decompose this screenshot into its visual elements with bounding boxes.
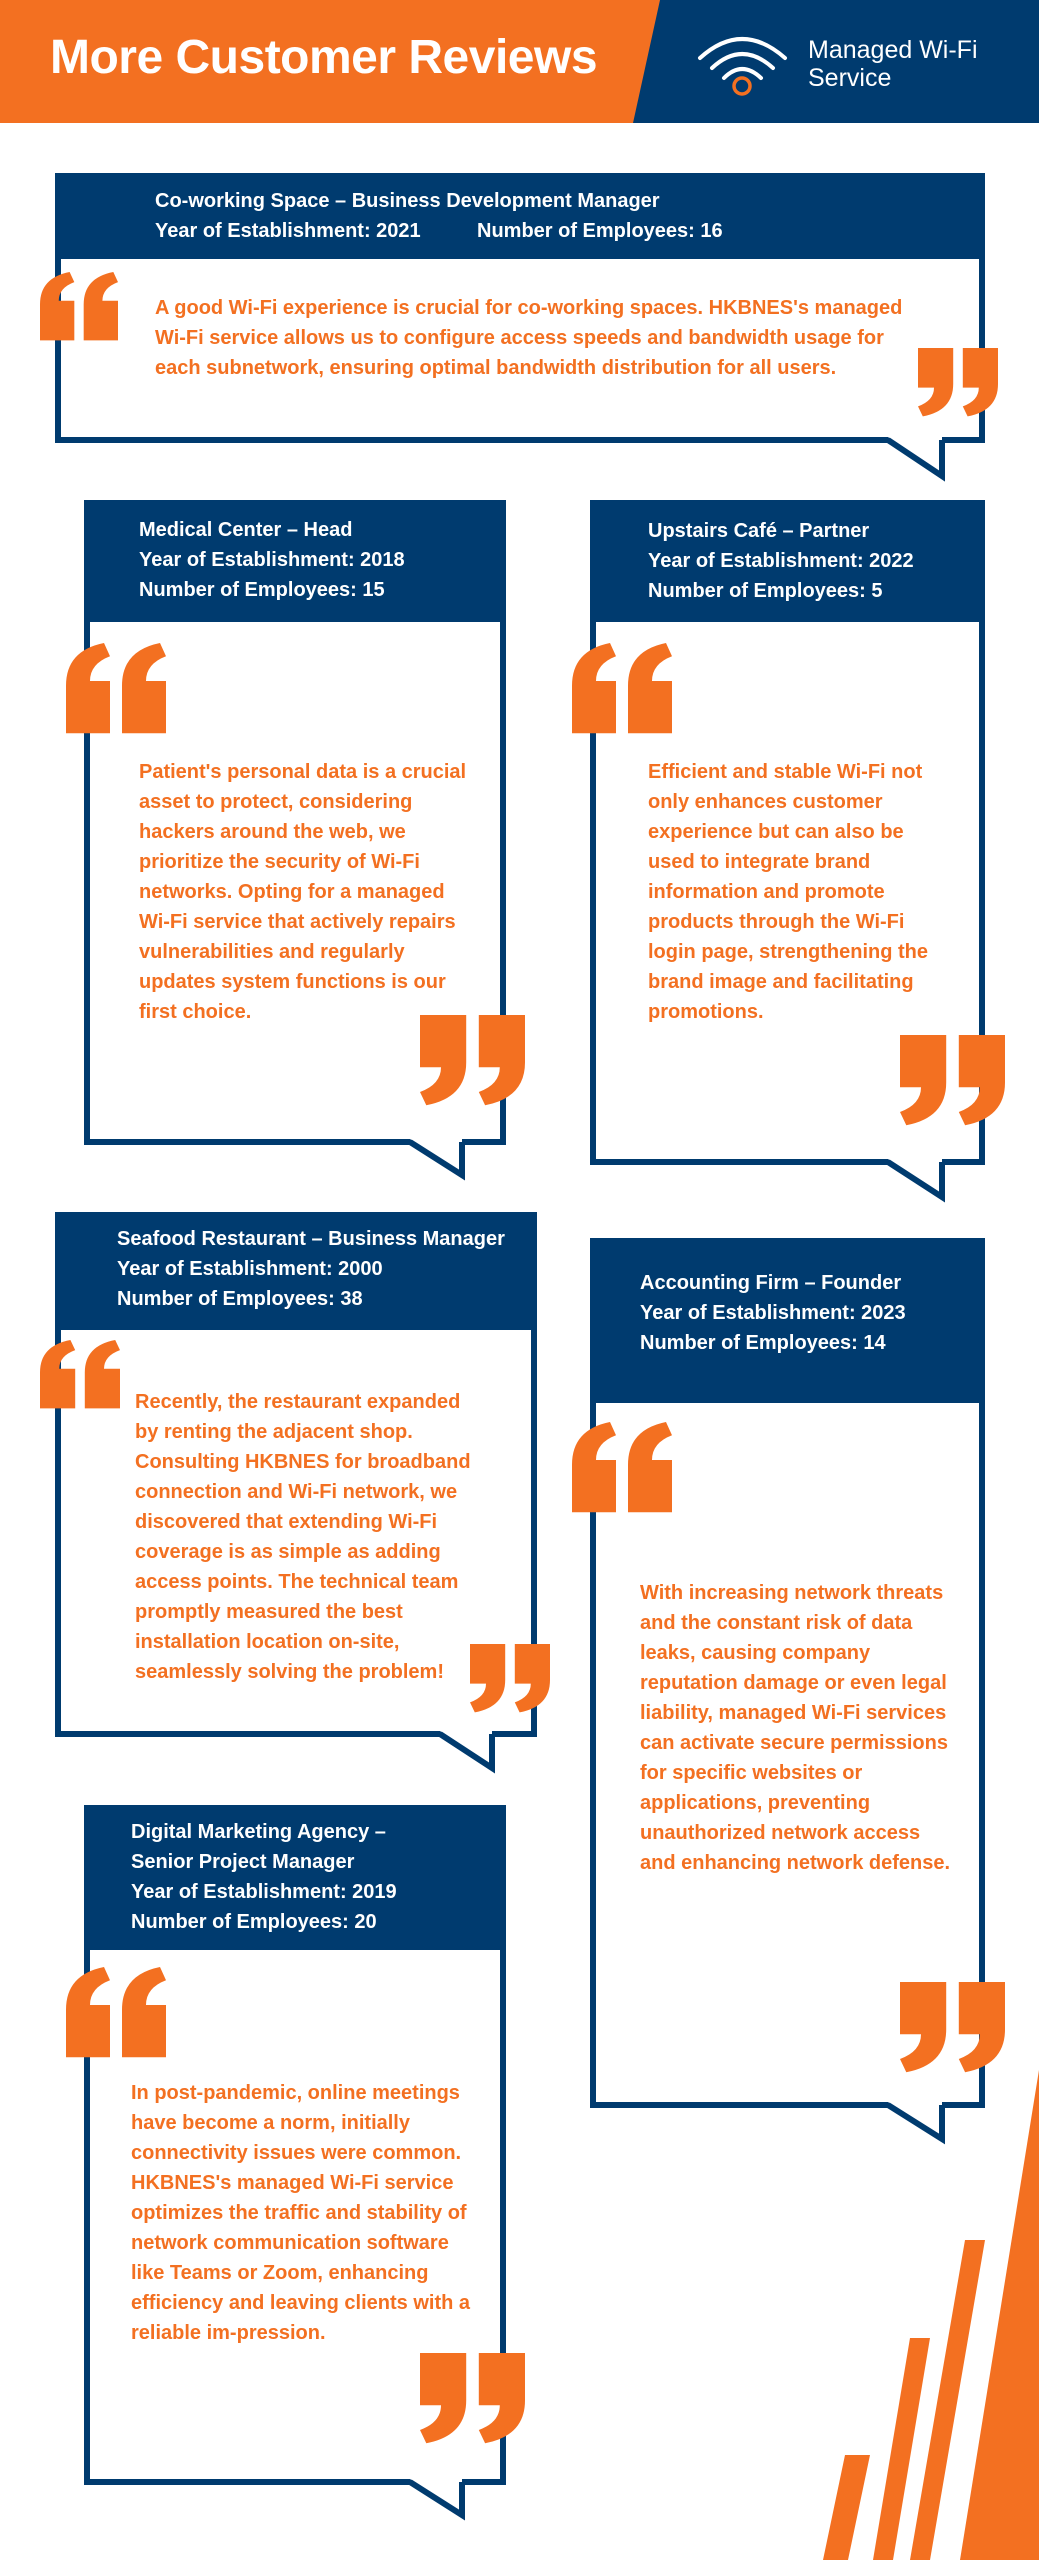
brand-name: Managed Wi-Fi Service	[808, 36, 978, 92]
review-quote: In post-pandemic, online meetings have become a norm, initially connectivity issues were common. HKBNES's managed Wi-Fi service optimizes the traffic and stability of network communication software like Teams or Zoom, enhancing efficiency and leaving clients with a reliable im-pression.	[131, 2082, 470, 2344]
review-employees: Number of Employees: 14	[640, 1332, 886, 1354]
review-employees: Number of Employees: 20	[131, 1911, 377, 1933]
review-card-cafe	[590, 500, 985, 1200]
review-card-accounting	[590, 1238, 985, 2143]
page-title: More Customer Reviews	[50, 31, 598, 84]
review-title: Senior Project Manager	[131, 1851, 355, 1873]
review-employees: Number of Employees: 38	[117, 1288, 363, 1310]
review-title: Accounting Firm – Founder	[640, 1272, 902, 1294]
review-quote: A good Wi-Fi experience is crucial for co-working spaces. HKBNES's managed Wi-Fi service allows us to configure access speeds and bandwidth usage for each subnetwork, ensuring optimal bandwidth distribution for all users.	[155, 297, 903, 379]
review-card-seafood	[55, 1212, 537, 1772]
wifi-icon	[695, 28, 790, 98]
review-year: Year of Establishment: 2022	[648, 550, 914, 572]
decorative-stripes	[760, 2070, 1039, 2560]
review-year: Year of Establishment: 2019	[131, 1881, 397, 1903]
review-year: Year of Establishment: 2021	[155, 220, 421, 242]
review-quote: With increasing network threats and the constant risk of data leaks, causing company reputation damage or even legal liability, managed Wi-Fi services can activate secure permissions for specific websites or applications, preventing unauthorized network access and enhancing network defense.	[640, 1582, 951, 1874]
review-year: Year of Establishment: 2000	[117, 1258, 383, 1280]
review-card-coworking	[55, 173, 985, 483]
review-employees: Number of Employees: 15	[139, 579, 385, 601]
review-title: Medical Center – Head	[139, 519, 353, 541]
review-quote: Recently, the restaurant expanded by renting the adjacent shop. Consulting HKBNES for broadband connection and Wi-Fi network, we discovered that extending Wi-Fi coverage is as simple as adding access points. The technical team promptly measured the best installation location on-site, seamlessly solving the problem!	[135, 1391, 471, 1683]
review-year: Year of Establishment: 2023	[640, 1302, 906, 1324]
review-year: Year of Establishment: 2018	[139, 549, 405, 571]
review-card-medical	[84, 500, 506, 1180]
review-title: Upstairs Café – Partner	[648, 520, 870, 542]
review-title: Co-working Space – Business Development Manager	[155, 190, 660, 212]
review-employees: Number of Employees: 5	[648, 580, 883, 602]
review-card-marketing	[84, 1805, 506, 2520]
review-title: Seafood Restaurant – Business Manager	[117, 1228, 505, 1250]
review-quote: Efficient and stable Wi-Fi not only enhances customer experience but can also be used to integrate brand information and promote products through the Wi-Fi login page, strengthening the brand image and facilitating promotions.	[648, 761, 928, 1023]
review-employees: Number of Employees: 16	[477, 220, 723, 242]
review-quote: Patient's personal data is a crucial asset to protect, considering hackers around the web, we prioritize the security of Wi-Fi networks. Opting for a managed Wi-Fi service that actively repairs vulnerabilities and regularly updates system functions is our first choice.	[139, 761, 467, 1023]
review-title: Digital Marketing Agency –	[131, 1821, 386, 1843]
